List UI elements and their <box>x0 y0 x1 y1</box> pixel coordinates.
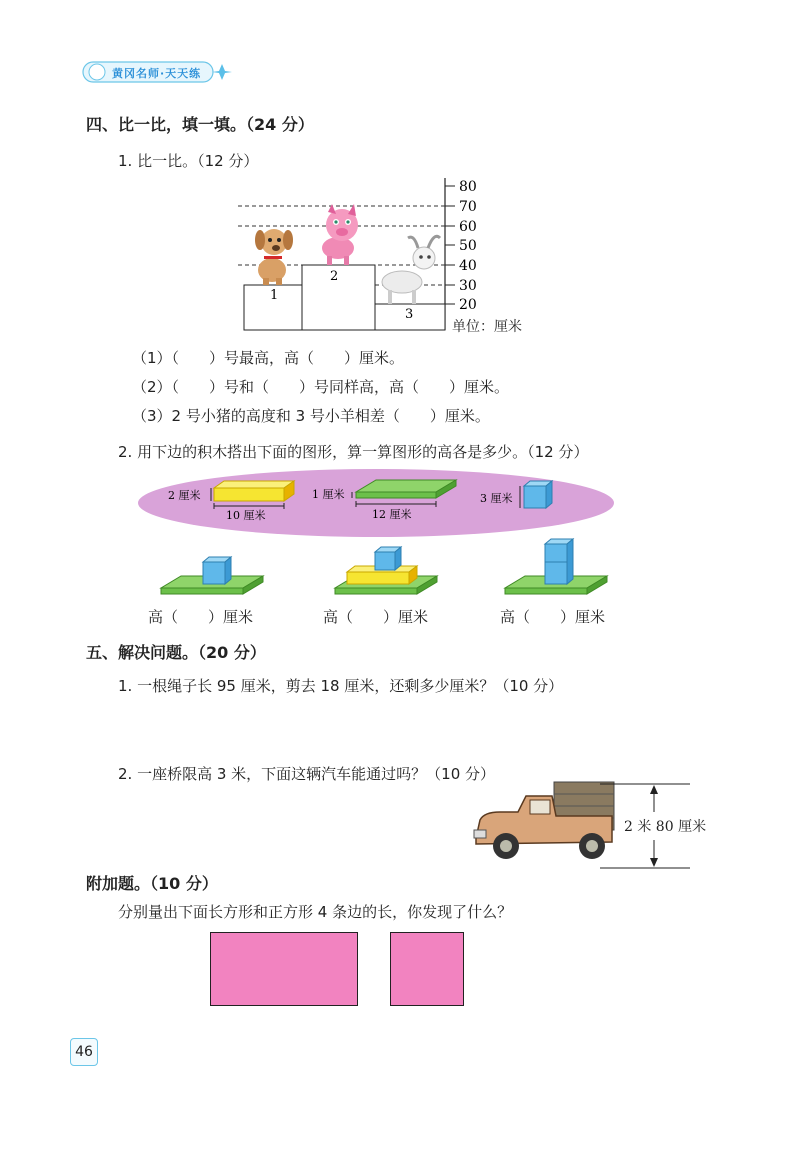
blank-question-1: （1）（ ）号最高，高（ ）厘米。 <box>132 349 405 367</box>
header-title: 黄冈名师·天天练 <box>112 67 202 80</box>
platform-label: 3 <box>405 307 414 322</box>
pink-rectangle <box>210 932 358 1006</box>
stack-figure-1 <box>161 557 263 594</box>
tick-label: 40 <box>459 258 477 274</box>
block-height-label: 3 厘米 <box>480 492 513 505</box>
unit-label: 单位：厘米 <box>452 319 522 335</box>
blank-question-3: （3）2 号小猪的高度和 3 号小羊相差（ ）厘米。 <box>132 407 490 425</box>
block-length-label: 12 厘米 <box>372 508 412 521</box>
bonus-question: 分别量出下面长方形和正方形 4 条边的长，你发现了什么？ <box>118 903 513 921</box>
platform-label: 1 <box>270 288 279 303</box>
stacked-figures <box>155 538 625 600</box>
blank-question-2: （2）（ ）号和（ ）号同样高，高（ ）厘米。 <box>132 378 510 396</box>
blue-cube <box>524 481 552 508</box>
tick-label: 20 <box>459 297 477 313</box>
answer-height-1: 高（ ）厘米 <box>148 608 254 626</box>
yellow-block <box>214 481 294 501</box>
height-comparison-figure <box>230 170 550 340</box>
stack-figure-3 <box>505 539 607 594</box>
goat-icon <box>382 236 440 304</box>
tick-label: 30 <box>459 278 477 294</box>
block-height-label: 2 厘米 <box>168 489 201 502</box>
stack-figure-2 <box>335 547 437 594</box>
truck-height-label: 2 米 80 厘米 <box>624 819 707 835</box>
page-number: 46 <box>70 1038 98 1066</box>
tick-label: 80 <box>459 179 477 195</box>
section5-title: 五、解决问题。（20 分） <box>86 643 266 662</box>
green-block <box>356 480 456 498</box>
section5-q2: 2. 一座桥限高 3 米，下面这辆汽车能通过吗？（10 分） <box>118 765 496 783</box>
answer-height-3: 高（ ）厘米 <box>500 608 606 626</box>
pink-square <box>390 932 464 1006</box>
section5-q1: 1. 一根绳子长 95 厘米，剪去 18 厘米，还剩多少厘米？（10 分） <box>118 677 564 695</box>
scale-ticks <box>445 186 455 304</box>
block-length-label: 10 厘米 <box>226 509 266 522</box>
pig-icon <box>322 204 358 265</box>
tick-label: 50 <box>459 238 477 254</box>
q1-title: 1. 比一比。（12 分） <box>118 152 259 170</box>
block-height-label: 1 厘米 <box>312 488 345 501</box>
tick-label: 70 <box>459 199 477 215</box>
dog-icon <box>255 229 293 285</box>
answer-height-2: 高（ ）厘米 <box>323 608 429 626</box>
platform-label: 2 <box>330 269 339 284</box>
tick-label: 60 <box>459 219 477 235</box>
platform-2 <box>302 265 375 330</box>
section4-title: 四、比一比，填一填。（24 分） <box>86 115 314 134</box>
bonus-title: 附加题。（10 分） <box>86 874 218 893</box>
q2-title: 2. 用下边的积木搭出下面的图形，算一算图形的高各是多少。（12 分） <box>118 443 589 461</box>
blocks-legend <box>136 468 616 538</box>
